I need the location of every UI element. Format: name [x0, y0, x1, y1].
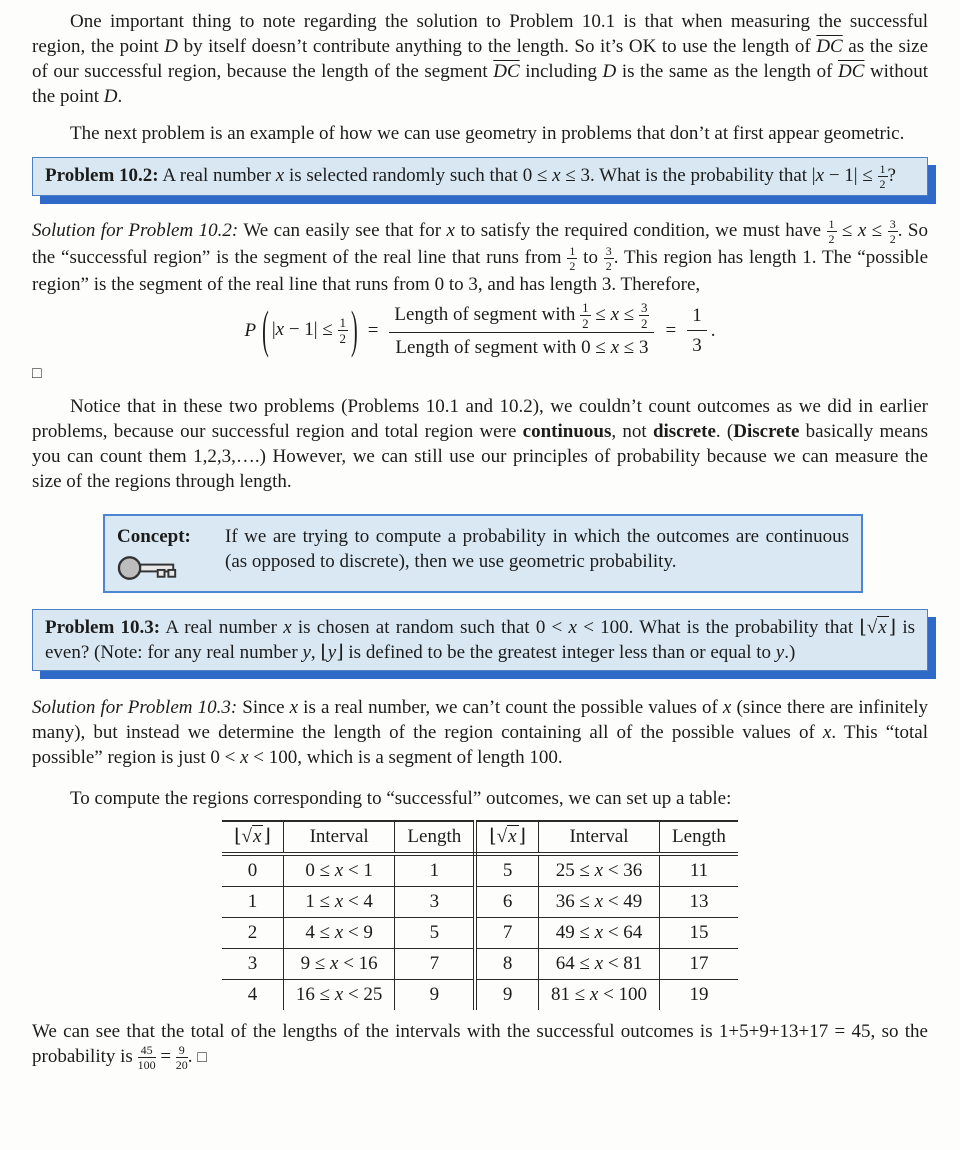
table-header-cell: Length — [395, 821, 475, 854]
table-row — [222, 887, 738, 918]
equals-sign-1: = — [367, 320, 379, 341]
qed-line — [32, 363, 928, 384]
table-cell: 8 — [475, 949, 538, 980]
table-cell: 5 — [395, 918, 475, 949]
problem-10-2-text: Problem 10.2: A real number x is selected randomly such that 0 ≤ x ≤ 3. What is the probability that |x − 1| ≤ $\frac{1}{2}$ ? — [45, 162, 896, 191]
table-cell: 5 — [475, 854, 538, 887]
floor-sqrt-expression: ⌊√x ⌋ — [859, 617, 897, 638]
concept-label: Concept: — [117, 526, 191, 547]
equation-lhs: |x − 1| ≤ $\frac{1}{2}$ — [271, 315, 347, 346]
table-cell: 3 — [222, 949, 283, 980]
concept-box — [103, 514, 863, 593]
qed-square: □ — [32, 365, 42, 382]
conclusion-paragraph: We can see that the total of the lengths of the intervals with the successful outcomes is 1+5+9+13+17 = 45, so the probability is $\frac{45}{100}$ = $\frac{9}{20}$ . □ — [32, 1021, 928, 1072]
table-row — [222, 949, 738, 980]
fraction-denominator: Length of segment with 0 ≤ x ≤ 3 — [395, 337, 649, 358]
floor-sqrt-expression: ⌊√x ⌋ — [234, 826, 271, 847]
table-cell: 1 — [222, 887, 283, 918]
key-icon — [117, 553, 181, 583]
left-paren: ( — [262, 301, 269, 360]
table-cell: 49 ≤ x < 64 — [538, 918, 659, 949]
table-header-cell: Interval — [283, 821, 395, 854]
qed-square: □ — [197, 1049, 207, 1066]
table-cell: 7 — [395, 949, 475, 980]
solution-10-3: Solution for Problem 10.3: Since x is a real number, we can’t count the possible values of x (since there are infinitely many), but instead we determine the length of the region containing all of the possible values of x. This “total possible” region is just 0 < x < 100, which is a segment of length 100. — [32, 697, 928, 768]
table-cell: 17 — [660, 949, 738, 980]
concept-text: If we are trying to compute a probability in which the outcomes are continuous (as opposed to discrete), then we use geometric probability. — [225, 526, 849, 572]
paragraph-intro: One important thing to note regarding the solution to Problem 10.1 is that when measuring the successful region, the point D by itself doesn’t contribute anything to the length. So it’s OK to use the length of $\overline{DC}$ as the size of our successful region, because the length of the segment $\overline{DC}$ including D is the same as the length of $\overline{DC}$ without the point D. — [32, 11, 929, 107]
table-cell: 1 — [395, 854, 475, 887]
equation-period: . — [710, 320, 716, 341]
table-cell: 3 — [395, 887, 475, 918]
table-header-cell — [475, 821, 538, 854]
result-denominator: 3 — [692, 335, 702, 356]
table-cell: 1 ≤ x < 4 — [283, 887, 395, 918]
table-cell: 9 ≤ x < 16 — [283, 949, 395, 980]
table-row — [222, 980, 738, 1011]
table-cell: 64 ≤ x < 81 — [538, 949, 659, 980]
paragraph-to-compute: To compute the regions corresponding to “successful” outcomes, we can set up a table: — [70, 788, 732, 809]
table-header-cell — [222, 821, 283, 854]
table-header-cell: Length — [660, 821, 738, 854]
table-cell: 11 — [660, 854, 738, 887]
table-cell: 4 — [222, 980, 283, 1011]
table-cell: 16 ≤ x < 25 — [283, 980, 395, 1011]
problem-10-3-box — [32, 609, 928, 671]
table-cell: 19 — [660, 980, 738, 1011]
table-section — [32, 820, 928, 1010]
interval-table — [222, 820, 738, 1010]
result-numerator: 1 — [687, 303, 707, 331]
table-cell: 25 ≤ x < 36 — [538, 854, 659, 887]
problem-10-2-box — [32, 157, 928, 196]
concept-label-column — [117, 524, 209, 583]
floor-sqrt-expression: ⌊√x ⌋ — [489, 826, 526, 847]
table-cell: 0 ≤ x < 1 — [283, 854, 395, 887]
table-cell: 13 — [660, 887, 738, 918]
table-cell: 36 ≤ x < 49 — [538, 887, 659, 918]
table-header-row — [222, 821, 738, 854]
table-cell: 4 ≤ x < 9 — [283, 918, 395, 949]
paragraph-next-problem: The next problem is an example of how we can use geometry in problems that don’t at first appear geometric. — [70, 123, 905, 144]
result-fraction — [687, 303, 707, 358]
table-cell: 6 — [475, 887, 538, 918]
probability-equation — [32, 301, 928, 360]
table-cell: 9 — [395, 980, 475, 1011]
table-cell: 9 — [475, 980, 538, 1011]
equals-sign-2: = — [665, 320, 677, 341]
table-cell: 7 — [475, 918, 538, 949]
table-row — [222, 918, 738, 949]
table-header-cell: Interval — [538, 821, 659, 854]
table-cell: 2 — [222, 918, 283, 949]
table-cell: 15 — [660, 918, 738, 949]
equation-p-symbol: P — [244, 320, 257, 341]
fraction-numerator: Length of segment with $\frac{1}{2}$ ≤ x ≤ $\frac{3}{2}$ — [389, 301, 654, 333]
solution-10-2: Solution for Problem 10.2: We can easily see that for x to satisfy the required condition, we must have $\frac{1}{2}$ ≤ x ≤ $\frac{3}{2}$ . So the “successful region” is the segment of the real line that runs from $\frac{1}{2}$ to $\frac{3}{2}$ . This region has length 1. The “possible region” is the segment of the real line that runs from 0 to 3, and has length 3. Therefore, — [32, 217, 929, 295]
problem-10-3-text: Problem 10.3: A real number x is chosen at random such that 0 < x < 100. What is the probability that ⌊√x ⌋ is even? (Note: for any real number y, ⌊y⌋ is defined to be the greatest integer less than or equal to y.) — [45, 617, 915, 663]
length-ratio-fraction — [389, 301, 654, 360]
right-paren: ) — [351, 301, 358, 360]
paragraph-notice: Notice that in these two problems (Problems 10.1 and 10.2), we couldn’t count outcomes as we did in earlier problems, because our successful region and total region were continuous, not discrete. (Discrete basically means you can count them 1,2,3,….) However, we can still use our principles of probability because we can measure the size of the regions through length. — [32, 396, 929, 492]
table-row — [222, 854, 738, 887]
table-cell: 81 ≤ x < 100 — [538, 980, 659, 1011]
floor-expression: ⌊y⌋ — [320, 642, 344, 663]
table-cell: 0 — [222, 854, 283, 887]
